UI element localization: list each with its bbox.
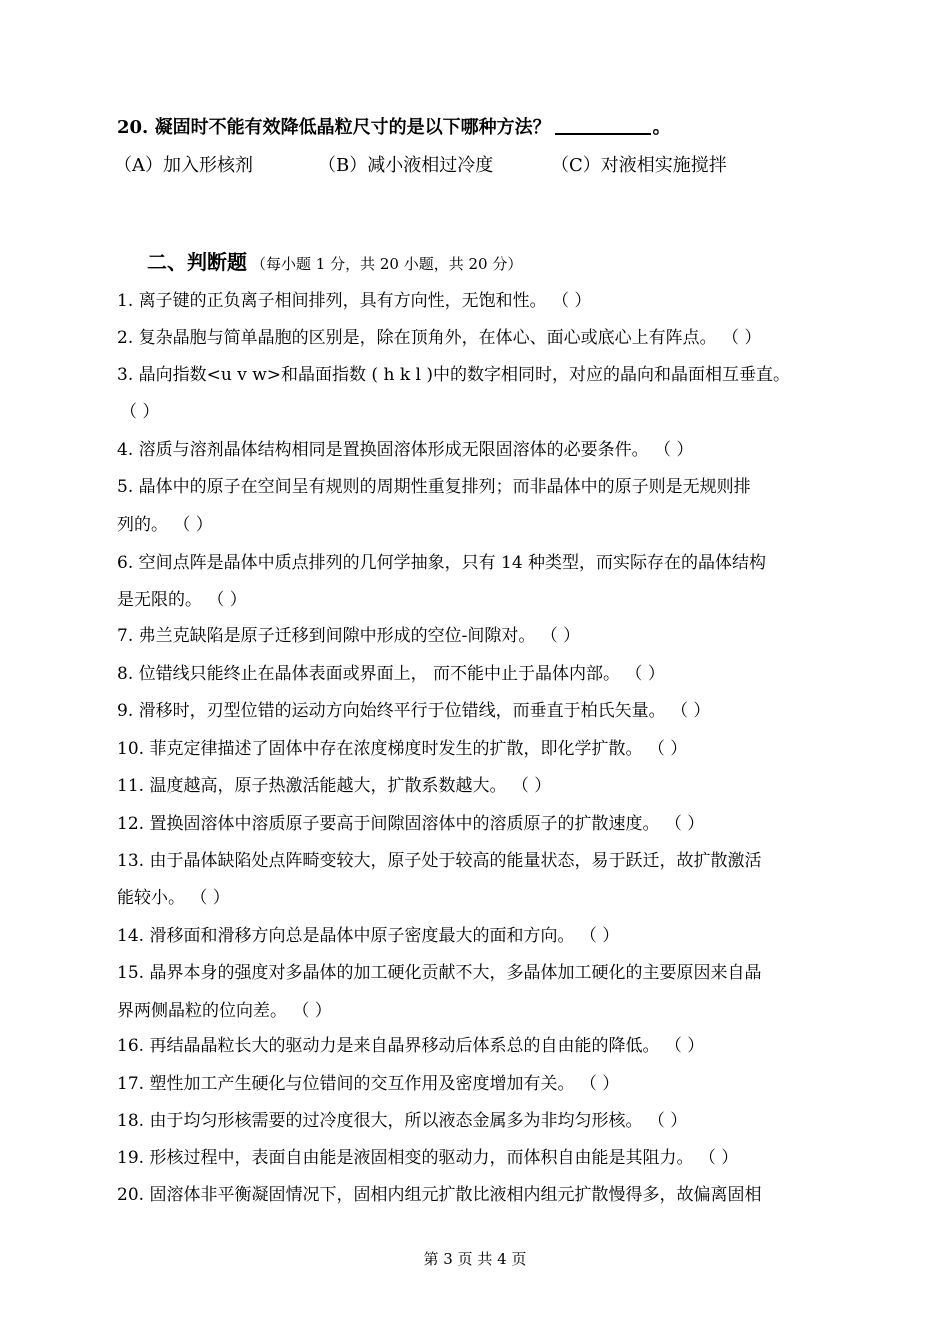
judge-line: 18. 由于均匀形核需要的过冷度很大，所以液态金属多为非均匀形核。 （ ） <box>117 1111 688 1131</box>
judge-line: 5. 晶体中的原子在空间呈有规则的周期性重复排列；而非晶体中的原子则是无规则排 <box>117 477 751 497</box>
section-2-note: （每小题 1 分，共 20 小题，共 20 分） <box>251 255 523 273</box>
judge-line: （ ） <box>120 402 160 422</box>
judge-line: 3. 晶向指数<u v w>和晶面指数 ( h k l )中的数字相同时，对应的晶向和晶面相互垂直。 <box>117 365 790 385</box>
judge-line: 10. 菲克定律描述了固体中存在浓度梯度时发生的扩散，即化学扩散。 （ ） <box>117 739 688 759</box>
judge-line: 9. 滑移时，刃型位错的运动方向始终平行于位错线，而垂直于柏氏矢量。 （ ） <box>117 701 711 721</box>
section-2-title: 二、判断题 <box>147 250 247 274</box>
judge-line: 列的。 （ ） <box>117 515 213 535</box>
judge-line: 12. 置换固溶体中溶质原子要高于间隙固溶体中的溶质原子的扩散速度。 （ ） <box>117 814 705 834</box>
judge-line: 2. 复杂晶胞与简单晶胞的区别是，除在顶角外，在体心、面心或底心上有阵点。 （ ） <box>117 328 762 348</box>
judge-line: 11. 温度越高，原子热激活能越大，扩散系数越大。 （ ） <box>117 776 552 796</box>
judge-line: 17. 塑性加工产生硬化与位错间的交互作用及密度增加有关。 （ ） <box>117 1074 620 1094</box>
judge-line: 19. 形核过程中，表面自由能是液固相变的驱动力，而体积自由能是其阻力。 （ ） <box>117 1148 739 1168</box>
judge-line: 界两侧晶粒的位向差。 （ ） <box>117 1001 332 1021</box>
option-a: （A）加入形核剂 <box>114 155 253 176</box>
judge-line: 15. 晶界本身的强度对多晶体的加工硬化贡献不大，多晶体加工硬化的主要原因来自晶 <box>117 963 762 983</box>
judge-line: 4. 溶质与溶剂晶体结构相同是置换固溶体形成无限固溶体的必要条件。 （ ） <box>117 440 694 460</box>
question-20-end: 。 <box>652 117 671 138</box>
answer-blank[interactable] <box>555 117 651 135</box>
judge-line: 6. 空间点阵是晶体中质点排列的几何学抽象，只有 14 种类型，而实际存在的晶体结构 <box>117 553 767 573</box>
judge-line: 7. 弗兰克缺陷是原子迁移到间隙中形成的空位-间隙对。 （ ） <box>117 626 581 646</box>
section-2-heading <box>147 246 522 275</box>
judge-line: 是无限的。 （ ） <box>117 590 247 610</box>
option-b: （B）减小液相过冷度 <box>318 155 494 176</box>
judge-line: 13. 由于晶体缺陷处点阵畸变较大，原子处于较高的能量状态，易于跃迁，故扩散激活 <box>117 851 762 871</box>
judge-line: 能较小。 （ ） <box>117 888 230 908</box>
judge-line: 16. 再结晶晶粒长大的驱动力是来自晶界移动后体系总的自由能的降低。 （ ） <box>117 1036 705 1056</box>
question-20 <box>117 113 671 139</box>
judge-line: 8. 位错线只能终止在晶体表面或界面上， 而不能中止于晶体内部。 （ ） <box>117 664 665 684</box>
judge-line: 1. 离子键的正负离子相间排列，具有方向性，无饱和性。 （ ） <box>117 291 592 311</box>
question-20-text: 20. 凝固时不能有效降低晶粒尺寸的是以下哪种方法？ <box>117 117 551 138</box>
page-footer: 第 3 页 共 4 页 <box>423 1250 527 1268</box>
judge-line: 20. 固溶体非平衡凝固情况下，固相内组元扩散比液相内组元扩散慢得多，故偏离固相 <box>117 1185 762 1205</box>
judge-line: 14. 滑移面和滑移方向总是晶体中原子密度最大的面和方向。 （ ） <box>117 926 620 946</box>
option-c: （C）对液相实施搅拌 <box>551 155 727 176</box>
